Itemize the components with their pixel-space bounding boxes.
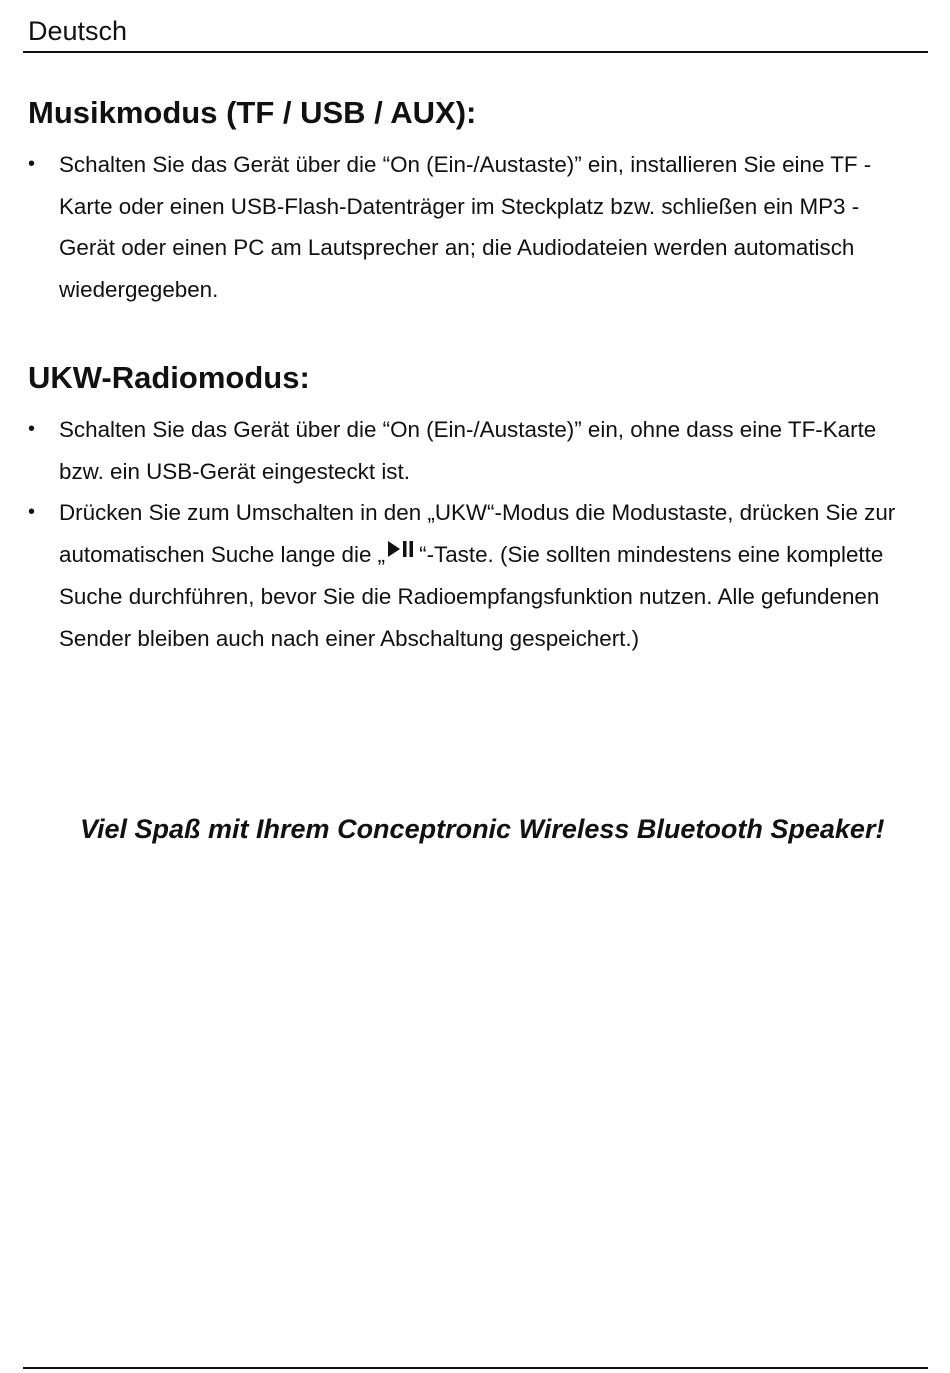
closing-slogan: Viel Spaß mit Ihrem Conceptronic Wireless Bluetooth Speaker! [80, 814, 885, 844]
radio-mode-list [28, 409, 908, 659]
page-language-label: Deutsch [28, 16, 128, 46]
list-item [28, 409, 908, 492]
list-item [28, 492, 908, 659]
list-item [28, 144, 908, 311]
radio-mode-bullet-text-part-1: Drücken Sie zum Umschalten in den „UKW“-Modus die Modustaste, drücken Sie zur automatischen Suche lange die „ [59, 500, 896, 568]
footer-divider [23, 1367, 928, 1369]
bullet-icon: • [28, 418, 36, 440]
radio-mode-bullet-text: Schalten Sie das Gerät über die “On (Ein-/Austaste)” ein, ohne dass eine TF-Karte bzw. ein USB-Gerät eingesteckt ist. [59, 417, 877, 484]
bullet-icon: • [28, 153, 36, 175]
play-pause-icon [387, 540, 415, 558]
bullet-icon: • [28, 501, 36, 524]
music-mode-list [28, 144, 908, 311]
header-divider [23, 51, 928, 53]
music-mode-heading: Musikmodus (TF / USB / AUX): [28, 95, 477, 130]
radio-mode-heading: UKW-Radiomodus: [28, 360, 310, 395]
radio-mode-bullet-text-part-2: “-Taste. (Sie sollten mindestens eine komplette Suche durchführen, bevor Sie die Radioempfangsfunktion nutzen. Alle gefundenen Sender bleiben auch nach einer Abschaltung gespeichert.) [59, 542, 884, 651]
music-mode-bullet-text: Schalten Sie das Gerät über die “On (Ein-/Austaste)” ein, installieren Sie eine TF -Karte oder einen USB-Flash-Datenträger im Steckplatz bzw. schließen ein MP3 -Gerät oder einen PC am Lautsprecher an; die Audiodateien werden automatisch wiedergegeben. [59, 152, 872, 303]
